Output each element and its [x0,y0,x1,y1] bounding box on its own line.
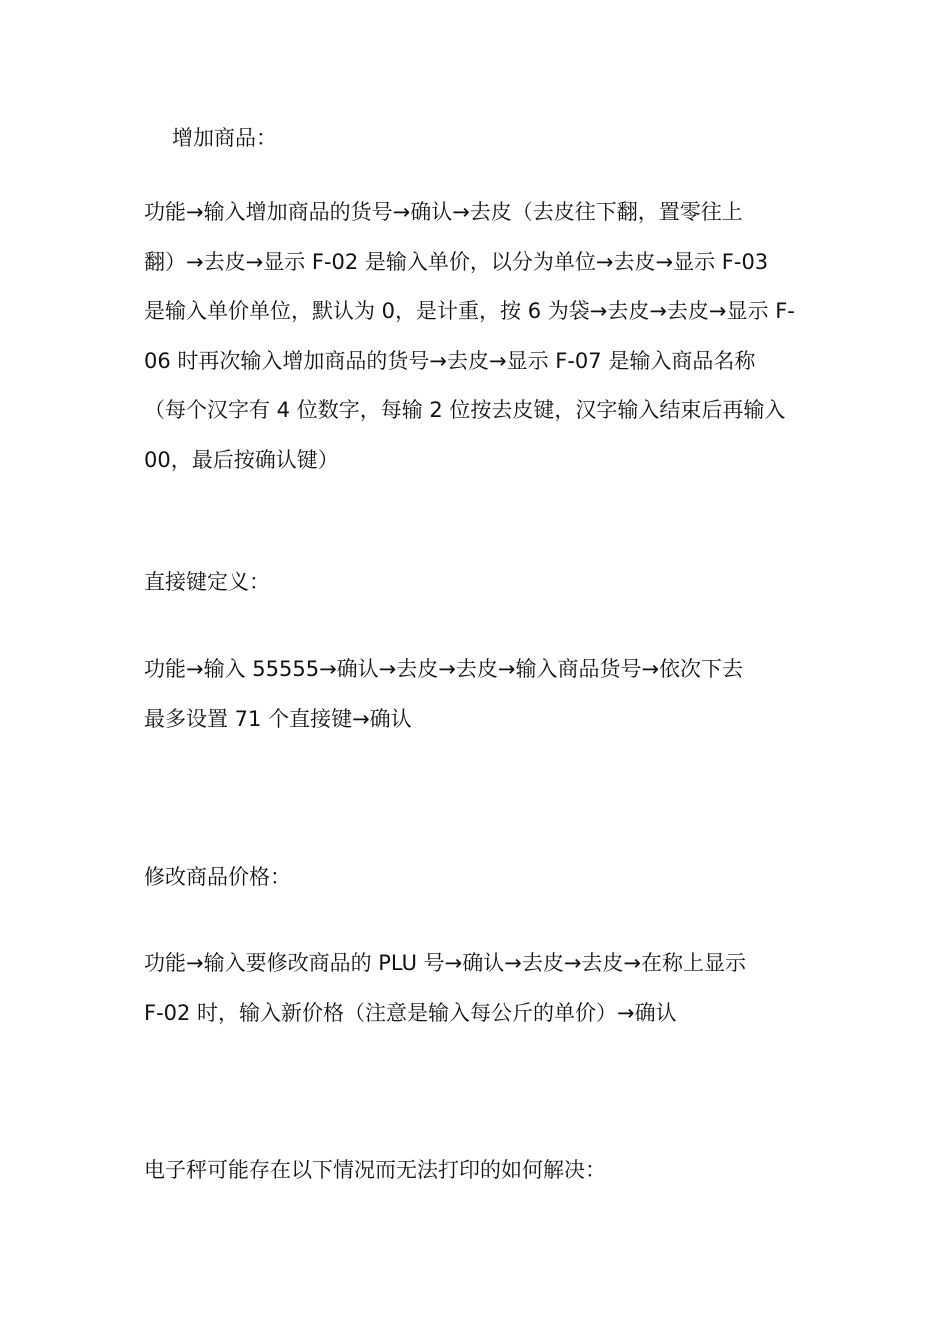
text-line: 功能→输入增加商品的货号→确认→去皮（去皮往下翻，置零往上 [144,200,743,224]
heading-direct-key: 直接键定义： [144,570,270,594]
paragraph-modify-price [144,939,812,1038]
text-line: 最多设置 71 个直接键→确认 [144,706,412,731]
text-line: 功能→输入 55555→确认→去皮→去皮→输入商品货号→依次下去 [144,657,744,681]
text-line: 是输入单价单位，默认为 0，是计重，按 6 为袋→去皮→去皮→显示 F- [144,299,795,323]
heading-print-troubleshoot: 电子秤可能存在以下情况而无法打印的如何解决： [144,1158,606,1182]
heading-modify-price: 修改商品价格： [144,865,291,889]
text-line: 06 时再次输入增加商品的货号→去皮→显示 F-07 是输入商品名称 [144,348,756,373]
text-line: 功能→输入要修改商品的 PLU 号→确认→去皮→去皮→在称上显示 [144,951,747,975]
text-line: F-02 时，输入新价格（注意是输入每公斤的单价）→确认 [144,1000,677,1025]
text-line: 翻）→去皮→显示 F-02 是输入单价，以分为单位→去皮→显示 F-03 [144,249,769,274]
text-line: 00，最后按确认键） [144,447,339,472]
paragraph-add-product [144,188,812,485]
text-line: （每个汉字有 4 位数字，每输 2 位按去皮键，汉字输入结束后再输入 [144,398,786,422]
heading-add-product: 增加商品： [172,126,277,150]
paragraph-direct-key [144,645,812,744]
